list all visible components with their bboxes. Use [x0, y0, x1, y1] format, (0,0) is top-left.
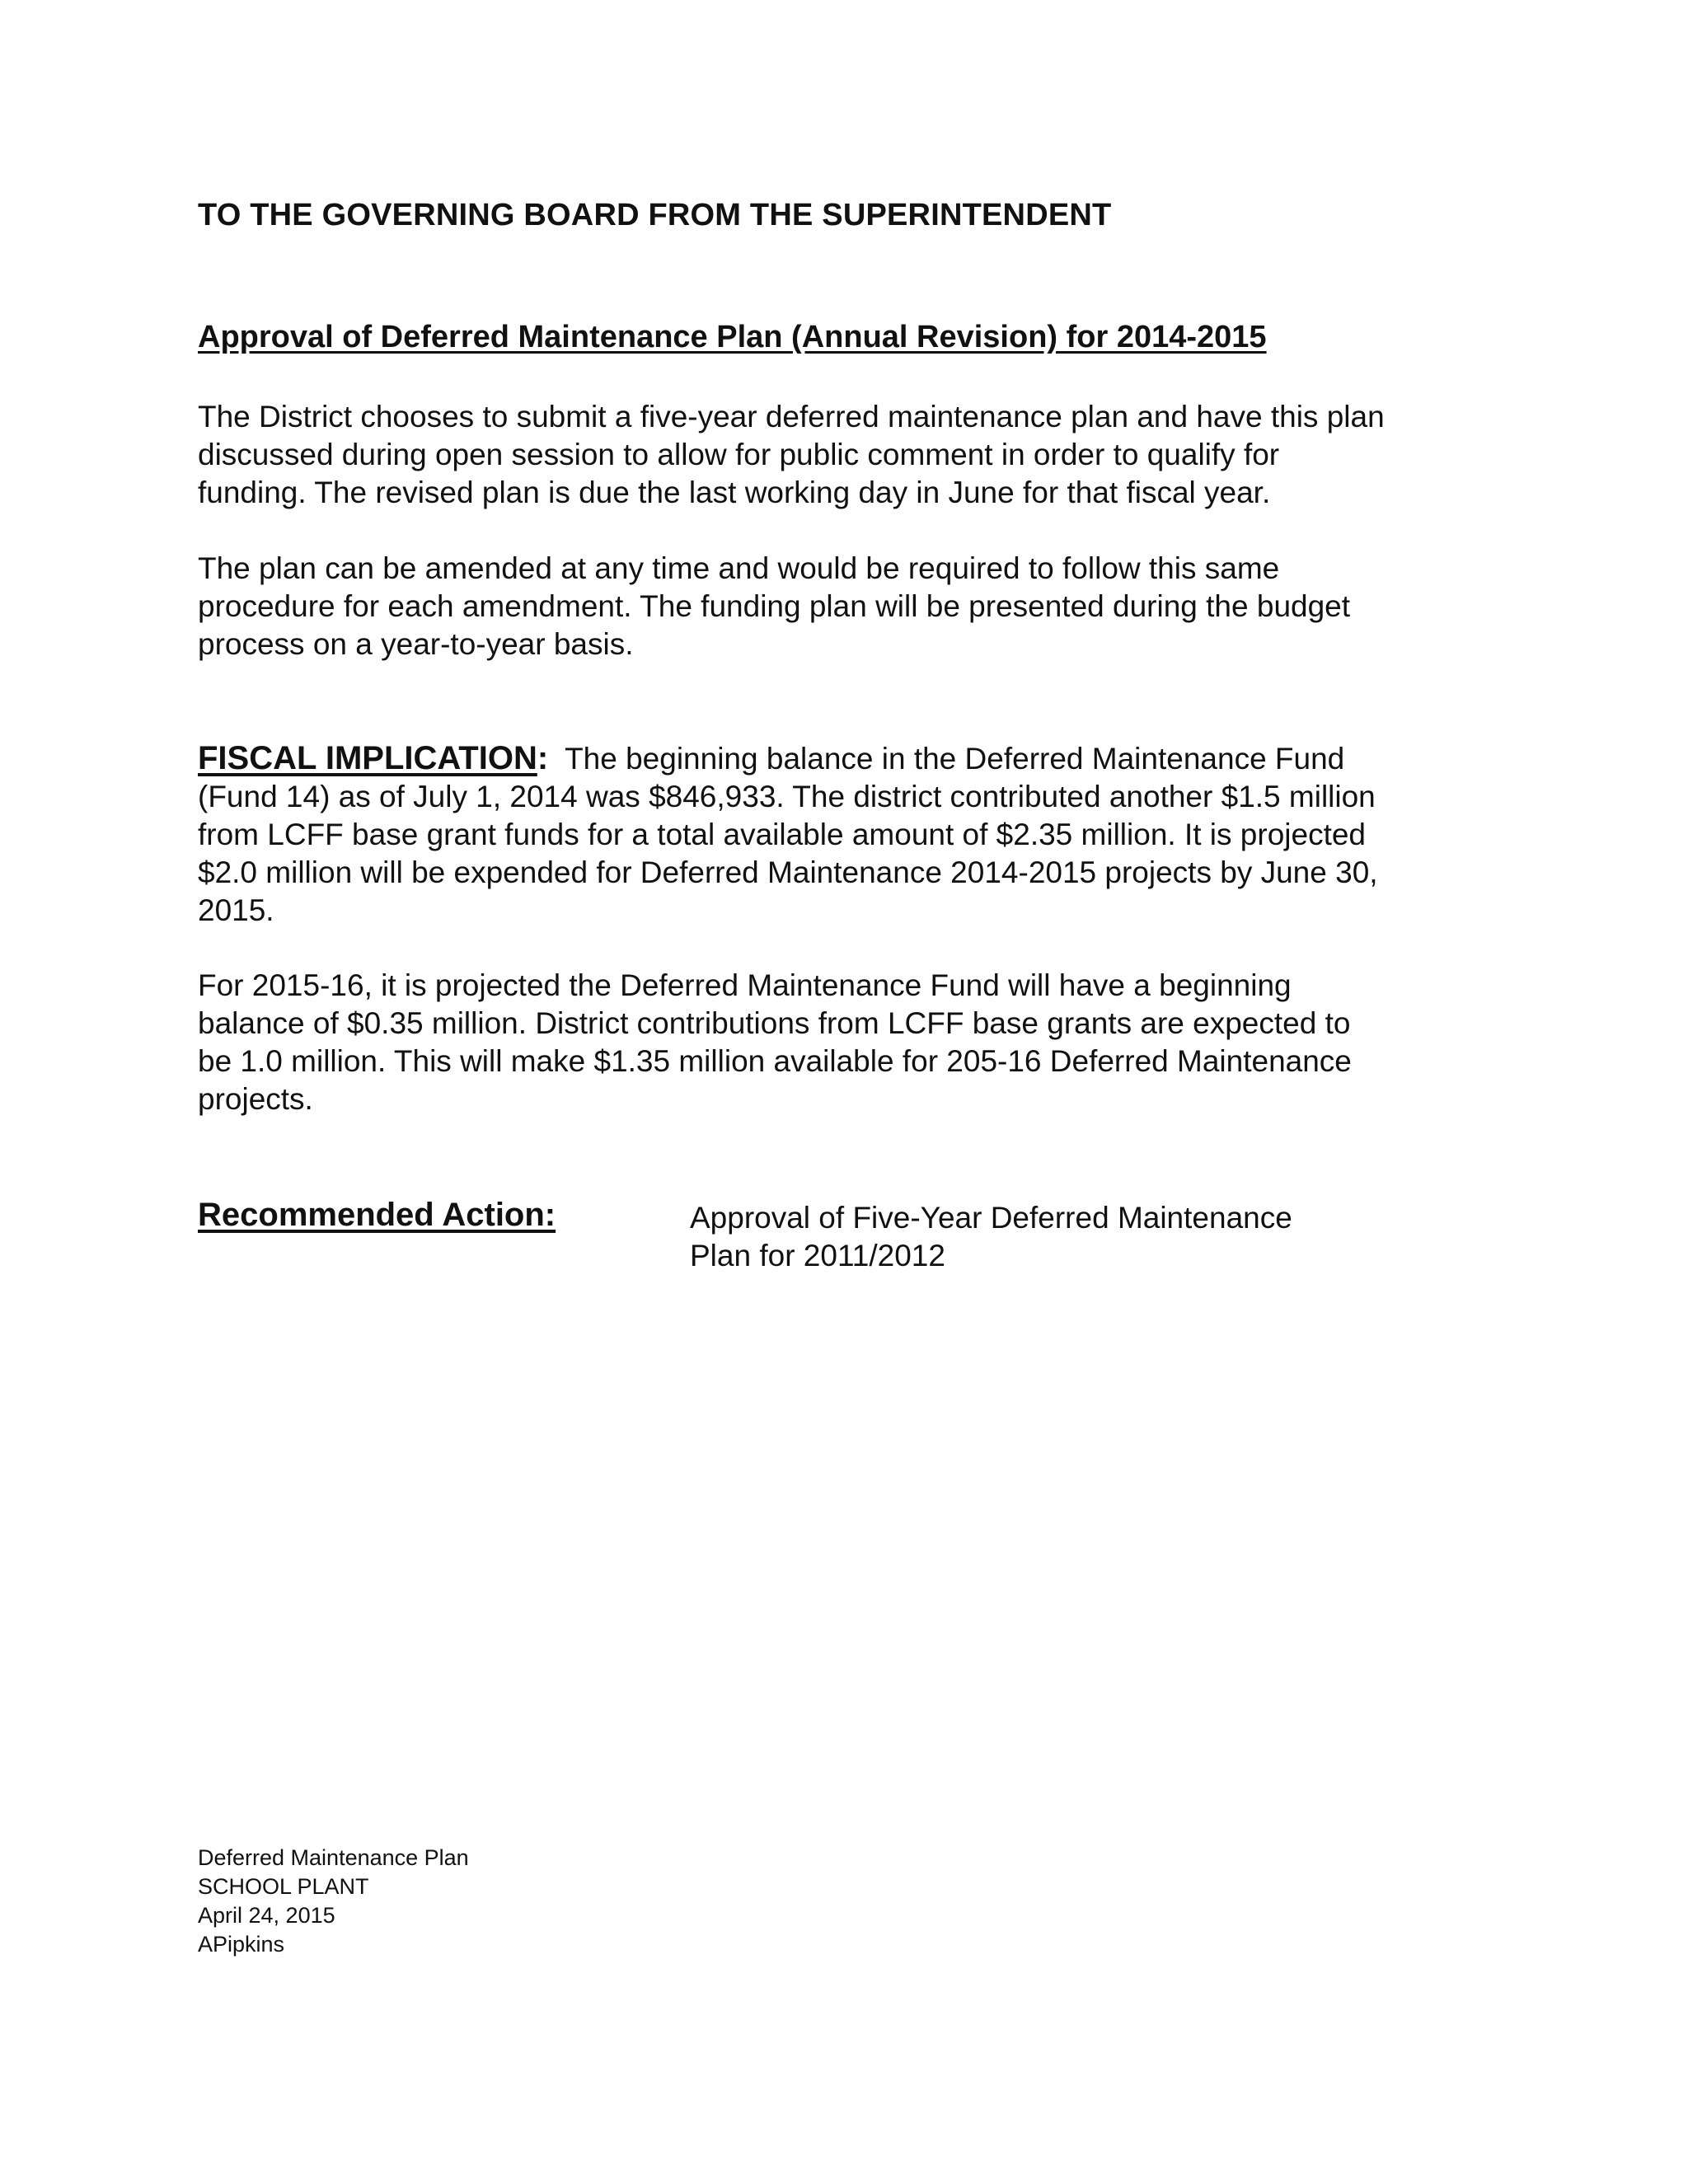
paragraph-line: procedure for each amendment. The funding plan will be presented during the budget — [198, 589, 1351, 623]
fiscal-implication-colon: : — [537, 740, 549, 776]
fiscal-implication-label: FISCAL IMPLICATION — [198, 740, 537, 776]
fiscal-implication-paragraph — [198, 739, 1508, 930]
paragraph-line: For 2015-16, it is projected the Deferred Maintenance Fund will have a beginning — [198, 968, 1292, 1002]
paragraph-line: funding. The revised plan is due the last working day in June for that fiscal year. — [198, 476, 1271, 509]
recommended-action-value — [690, 1199, 1292, 1275]
recommended-action-label: Recommended Action: — [198, 1197, 556, 1233]
memo-heading: TO THE GOVERNING BOARD FROM THE SUPERINTENDENT — [198, 198, 1112, 232]
paragraph-line: discussed during open session to allow for public comment in order to qualify for — [198, 438, 1280, 471]
paragraph-line: process on a year-to-year basis. — [198, 627, 634, 661]
paragraph-line: from LCFF base grant funds for a total available amount of $2.35 million. It is projected — [198, 818, 1367, 851]
document-footer — [198, 1844, 469, 1959]
recommended-action-line: Approval of Five-Year Deferred Maintenance — [690, 1201, 1292, 1235]
amendment-paragraph — [198, 550, 1508, 663]
footer-line: SCHOOL PLANT — [198, 1874, 369, 1899]
paragraph-line: 2015. — [198, 893, 274, 927]
memo-title: Approval of Deferred Maintenance Plan (Annual Revision) for 2014-2015 — [198, 320, 1267, 354]
paragraph-line: The District chooses to submit a five-year deferred maintenance plan and have this plan — [198, 400, 1385, 434]
recommended-action-line: Plan for 2011/2012 — [690, 1239, 945, 1272]
paragraph-line: $2.0 million will be expended for Deferred Maintenance 2014-2015 projects by June 30, — [198, 855, 1378, 889]
footer-line: April 24, 2015 — [198, 1903, 335, 1928]
projection-paragraph — [198, 967, 1508, 1118]
intro-paragraph — [198, 398, 1508, 512]
footer-line: Deferred Maintenance Plan — [198, 1845, 469, 1870]
paragraph-line: balance of $0.35 million. District contributions from LCFF base grants are expected to — [198, 1006, 1351, 1040]
paragraph-line: be 1.0 million. This will make $1.35 million available for 205-16 Deferred Maintenance — [198, 1044, 1352, 1078]
paragraph-line: projects. — [198, 1082, 313, 1116]
paragraph-line: The plan can be amended at any time and would be required to follow this same — [198, 551, 1280, 585]
footer-line: APipkins — [198, 1932, 285, 1957]
fiscal-first-line-text: The beginning balance in the Deferred Maintenance Fund — [548, 742, 1345, 776]
paragraph-line: (Fund 14) as of July 1, 2014 was $846,933. The district contributed another $1.5 million — [198, 780, 1376, 813]
fiscal-first-line — [198, 739, 1508, 778]
